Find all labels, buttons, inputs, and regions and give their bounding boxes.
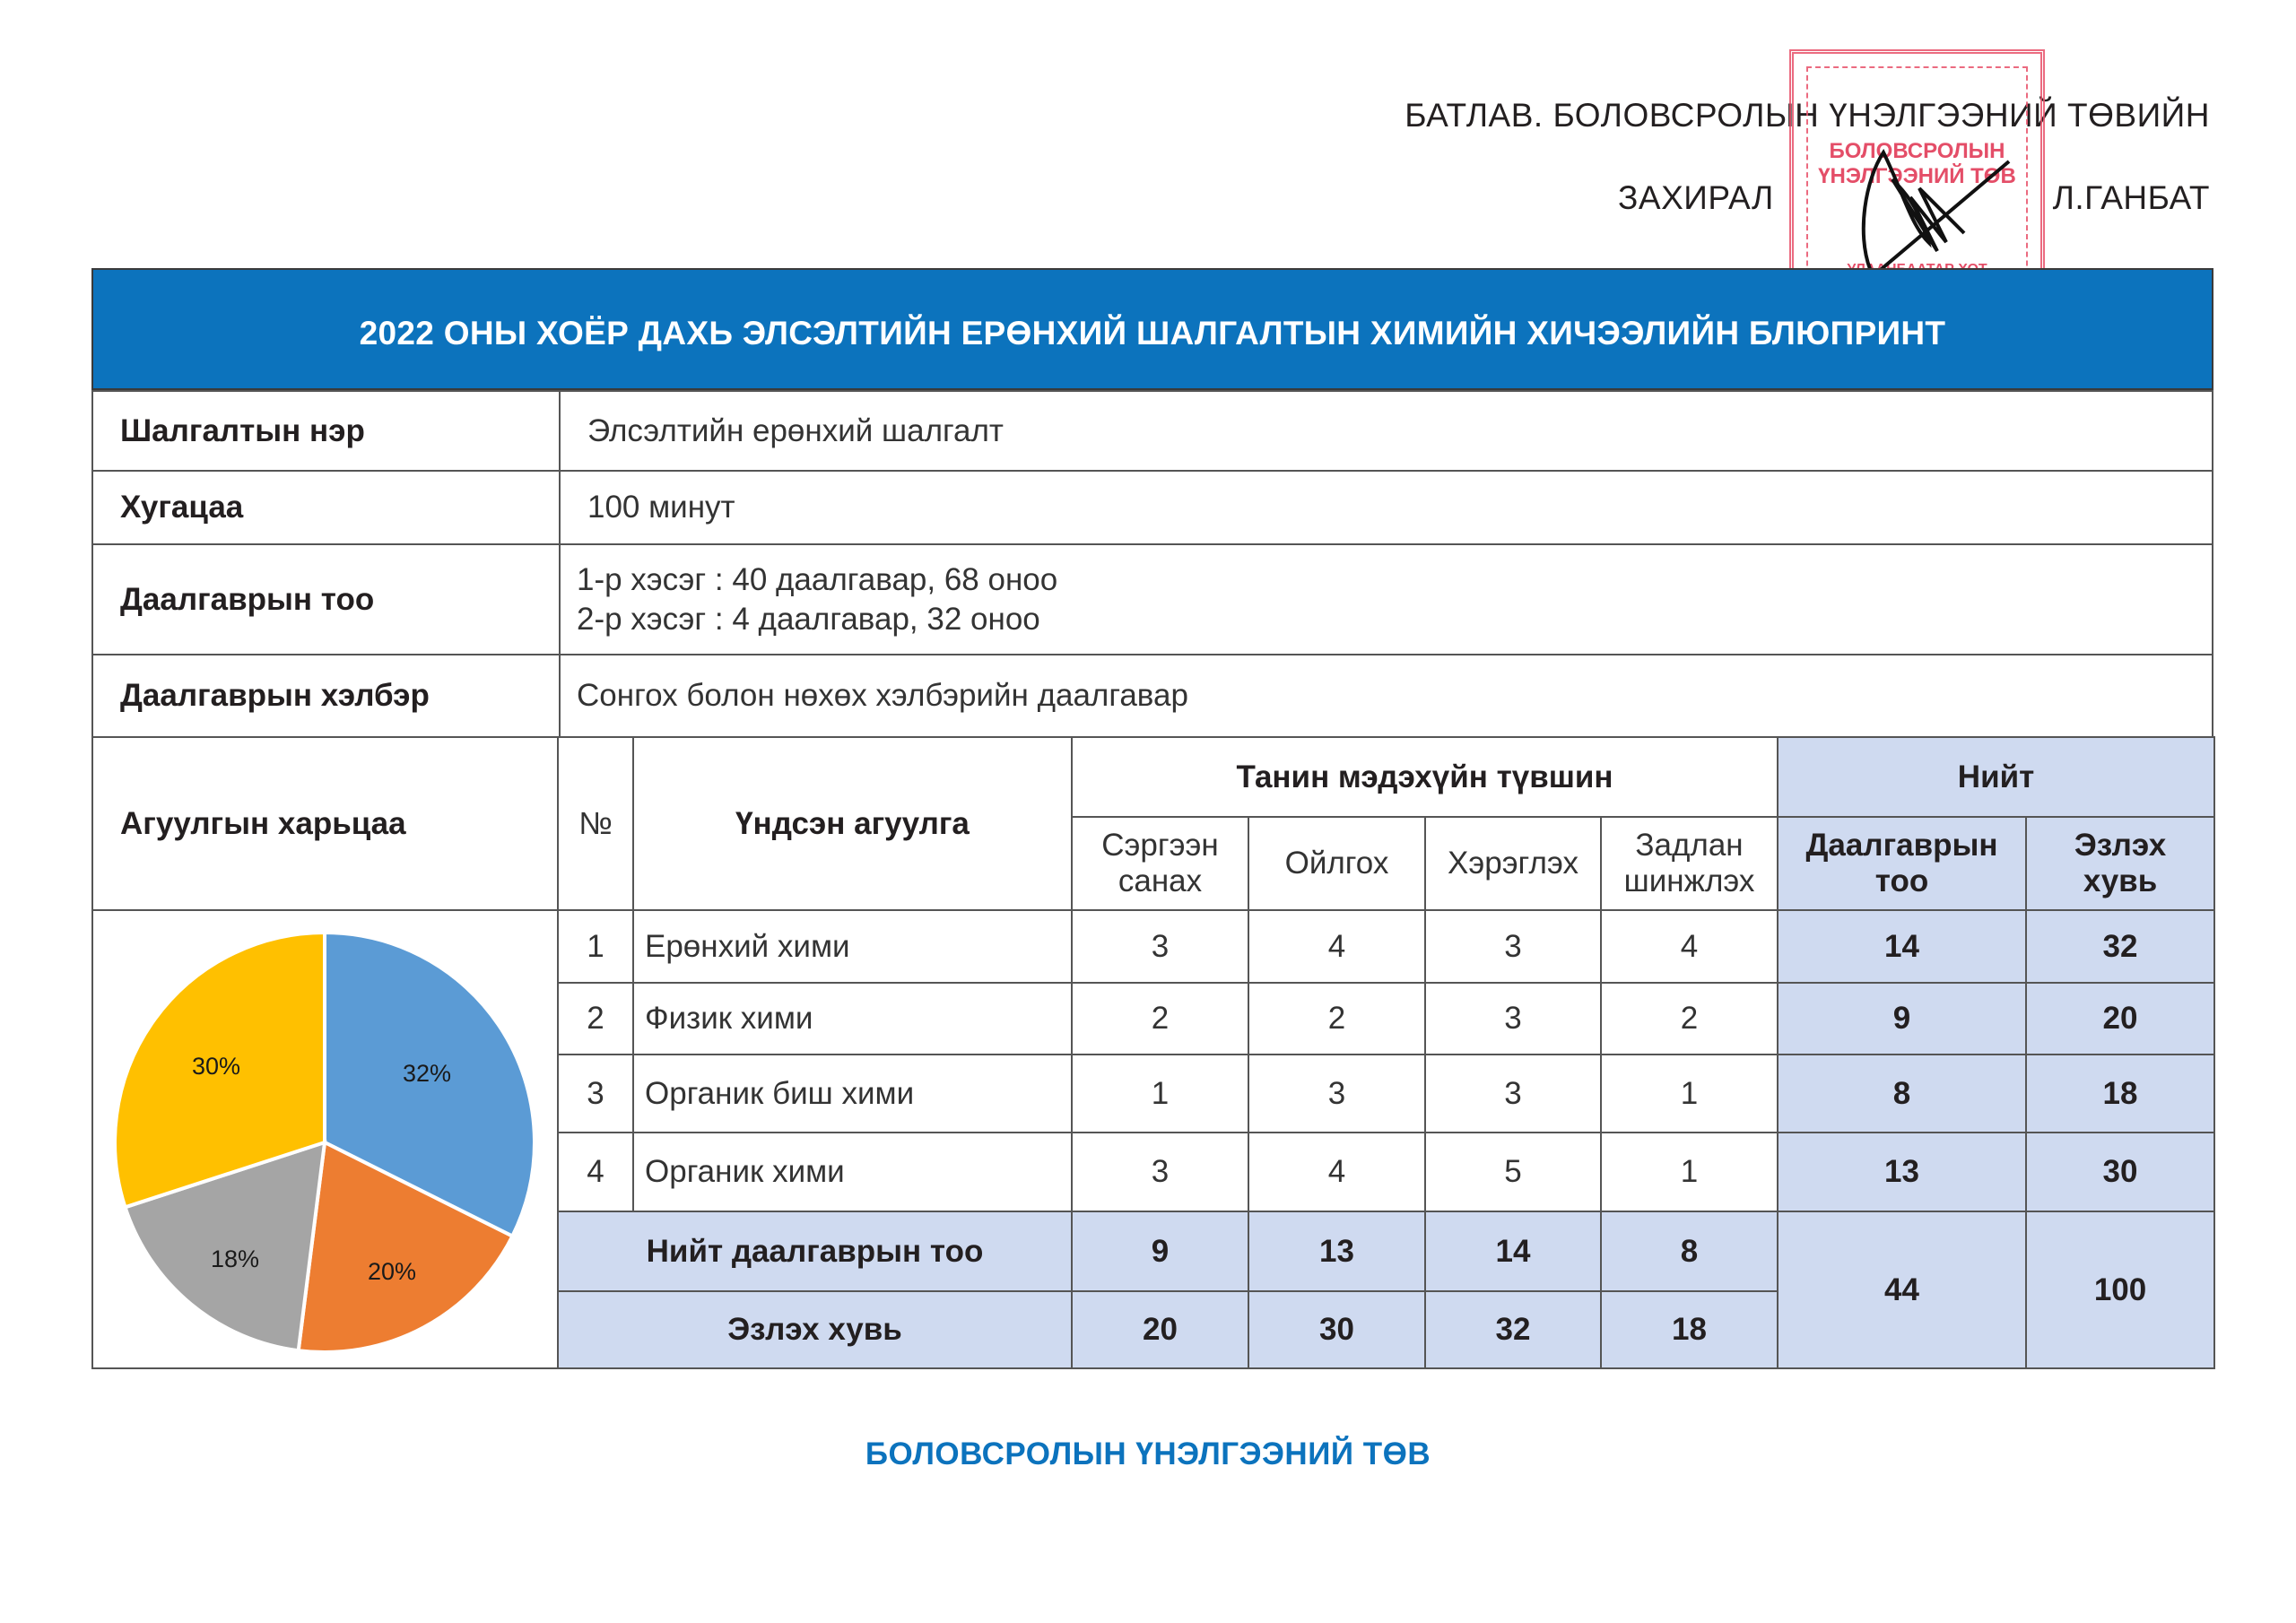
exam-info-table — [91, 390, 2213, 738]
pie-label: 20% — [368, 1258, 417, 1285]
approval-line-1: БАТЛАВ. БОЛОВСРОЛЫН ҮНЭЛГЭЭНИЙ ТӨВИЙН — [1405, 97, 2210, 134]
level-header-understand: Ойлгох — [1248, 817, 1425, 910]
row-percent: 18 — [2026, 1055, 2214, 1133]
row-number: 4 — [558, 1133, 633, 1211]
info-label: Даалгаврын тоо — [92, 544, 560, 655]
row-task-count: 8 — [1778, 1055, 2026, 1133]
approval-name: Л.ГАНБАТ — [2052, 179, 2210, 216]
info-value: 100 минут — [560, 471, 2213, 544]
pie-chart — [109, 927, 540, 1358]
row-number: 3 — [558, 1055, 633, 1133]
row-content: Органик биш хими — [633, 1055, 1072, 1133]
pie-chart-cell — [92, 910, 558, 1368]
info-value-line: 1-р хэсэг : 40 даалгавар, 68 оноо — [577, 561, 1058, 597]
info-value-line: 2-р хэсэг : 4 даалгавар, 32 оноо — [577, 601, 1040, 637]
level-value: 3 — [1425, 983, 1601, 1055]
row-percent: 30 — [2026, 1133, 2214, 1211]
info-row — [92, 655, 2213, 737]
info-row — [92, 544, 2213, 655]
row-percent: 32 — [2026, 910, 2214, 983]
level-value: 2 — [1601, 983, 1778, 1055]
row-content: Ерөнхий хими — [633, 910, 1072, 983]
level-percent: 18 — [1601, 1291, 1778, 1368]
info-value: Сонгох болон нөхөх хэлбэрийн даалгавар — [560, 655, 2213, 737]
row-number: 1 — [558, 910, 633, 983]
level-percent: 32 — [1425, 1291, 1601, 1368]
level-header-recall: Сэргээн санах — [1072, 817, 1248, 910]
pie-chart-svg — [109, 927, 540, 1358]
row-task-count: 9 — [1778, 983, 2026, 1055]
task-count-header: Даалгаврын тоо — [1778, 817, 2026, 910]
row-content: Органик хими — [633, 1133, 1072, 1211]
level-percent: 20 — [1072, 1291, 1248, 1368]
pie-label: 30% — [192, 1053, 241, 1080]
level-header-apply: Хэрэглэх — [1425, 817, 1601, 910]
number-header: № — [558, 737, 633, 910]
row-number: 2 — [558, 983, 633, 1055]
grand-total-percent: 100 — [2026, 1211, 2214, 1368]
info-label: Шалгалтын нэр — [92, 391, 560, 471]
page-title: 2022 ОНЫ ХОЁР ДАХЬ ЭЛСЭЛТИЙН ЕРӨНХИЙ ШАЛГАЛТЫН ХИМИЙН ХИЧЭЭЛИЙН БЛЮПРИНТ — [359, 315, 1946, 352]
content-header: Үндсэн агуулга — [633, 737, 1072, 910]
grand-total-count: 44 — [1778, 1211, 2026, 1368]
ratio-header: Агуулгын харьцаа — [92, 737, 558, 910]
total-header: Нийт — [1778, 737, 2214, 817]
level-value: 1 — [1601, 1133, 1778, 1211]
level-value: 2 — [1072, 983, 1248, 1055]
pie-label: 18% — [211, 1245, 260, 1272]
level-value: 1 — [1601, 1055, 1778, 1133]
level-value: 3 — [1072, 910, 1248, 983]
info-label: Даалгаврын хэлбэр — [92, 655, 560, 737]
level-value: 3 — [1072, 1133, 1248, 1211]
total-count-label: Нийт даалгаврын тоо — [558, 1211, 1072, 1291]
footer-organization: БОЛОВСРОЛЫН ҮНЭЛГЭЭНИЙ ТӨВ — [865, 1436, 1431, 1471]
level-value: 4 — [1601, 910, 1778, 983]
level-value: 1 — [1072, 1055, 1248, 1133]
level-total-count: 13 — [1248, 1211, 1425, 1291]
level-total-count: 8 — [1601, 1211, 1778, 1291]
info-value — [560, 544, 2213, 655]
info-row — [92, 471, 2213, 544]
title-banner — [91, 268, 2213, 390]
level-total-count: 14 — [1425, 1211, 1601, 1291]
percent-header: Эзлэх хувь — [2026, 817, 2214, 910]
row-percent: 20 — [2026, 983, 2214, 1055]
row-content: Физик хими — [633, 983, 1072, 1055]
level-value: 3 — [1425, 910, 1601, 983]
approval-role: ЗАХИРАЛ — [1618, 179, 1774, 216]
level-value: 4 — [1248, 1133, 1425, 1211]
pie-label: 32% — [403, 1060, 452, 1087]
row-task-count: 14 — [1778, 910, 2026, 983]
info-label: Хугацаа — [92, 471, 560, 544]
cognitive-level-header: Танин мэдэхүйн түвшин — [1072, 737, 1778, 817]
level-header-analyze: Задлан шинжлэх — [1601, 817, 1778, 910]
level-value: 3 — [1425, 1055, 1601, 1133]
table-row — [92, 910, 2214, 983]
level-value: 2 — [1248, 983, 1425, 1055]
level-total-count: 9 — [1072, 1211, 1248, 1291]
level-percent: 30 — [1248, 1291, 1425, 1368]
info-row — [92, 391, 2213, 471]
percent-label: Эзлэх хувь — [558, 1291, 1072, 1368]
level-value: 4 — [1248, 910, 1425, 983]
stamp-text: БОЛОВСРОЛЫН ҮНЭЛГЭЭНИЙ ТӨВ — [1818, 139, 2016, 188]
blueprint-table — [91, 736, 2215, 1369]
level-value: 3 — [1248, 1055, 1425, 1133]
row-task-count: 13 — [1778, 1133, 2026, 1211]
info-value: Элсэлтийн ерөнхий шалгалт — [560, 391, 2213, 471]
level-value: 5 — [1425, 1133, 1601, 1211]
